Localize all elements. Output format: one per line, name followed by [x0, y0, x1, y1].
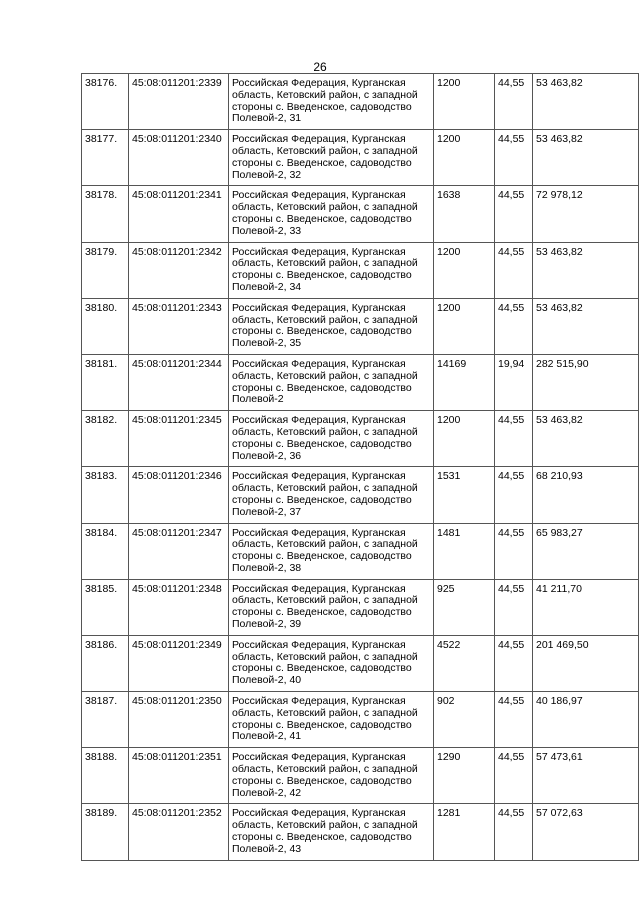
rate: 44,55 — [495, 635, 533, 691]
address: Российская Федерация, Курганская область, Кетовский район, с западной стороны с. Введенское, садоводство Полевой-2, 41 — [229, 692, 434, 748]
land-plots-table — [81, 73, 639, 861]
cadastral-number: 45:08:011201:2344 — [129, 354, 229, 410]
table-row — [82, 467, 639, 523]
cadastral-value: 53 463,82 — [533, 298, 639, 354]
cadastral-number: 45:08:011201:2340 — [129, 130, 229, 186]
row-number: 38185. — [82, 579, 129, 635]
row-number: 38187. — [82, 692, 129, 748]
table-row — [82, 692, 639, 748]
table-row — [82, 130, 639, 186]
address: Российская Федерация, Курганская область, Кетовский район, с западной стороны с. Введенское, садоводство Полевой-2, 31 — [229, 74, 434, 130]
row-number: 38180. — [82, 298, 129, 354]
row-number: 38178. — [82, 186, 129, 242]
area: 1200 — [434, 74, 495, 130]
rate: 44,55 — [495, 804, 533, 860]
area: 1200 — [434, 411, 495, 467]
area: 1481 — [434, 523, 495, 579]
address: Российская Федерация, Курганская область, Кетовский район, с западной стороны с. Введенское, садоводство Полевой-2, 34 — [229, 242, 434, 298]
table-row — [82, 579, 639, 635]
row-number: 38179. — [82, 242, 129, 298]
cadastral-number: 45:08:011201:2349 — [129, 635, 229, 691]
row-number: 38181. — [82, 354, 129, 410]
address: Российская Федерация, Курганская область, Кетовский район, с западной стороны с. Введенское, садоводство Полевой-2, 33 — [229, 186, 434, 242]
cadastral-value: 65 983,27 — [533, 523, 639, 579]
row-number: 38176. — [82, 74, 129, 130]
area: 902 — [434, 692, 495, 748]
cadastral-value: 53 463,82 — [533, 74, 639, 130]
address: Российская Федерация, Курганская область, Кетовский район, с западной стороны с. Введенское, садоводство Полевой-2, 39 — [229, 579, 434, 635]
rate: 44,55 — [495, 186, 533, 242]
table-body — [82, 74, 639, 861]
address: Российская Федерация, Курганская область, Кетовский район, с западной стороны с. Введенское, садоводство Полевой-2, 32 — [229, 130, 434, 186]
table-row — [82, 354, 639, 410]
table-row — [82, 411, 639, 467]
area: 925 — [434, 579, 495, 635]
cadastral-number: 45:08:011201:2339 — [129, 74, 229, 130]
cadastral-number: 45:08:011201:2346 — [129, 467, 229, 523]
cadastral-value: 53 463,82 — [533, 411, 639, 467]
address: Российская Федерация, Курганская область, Кетовский район, с западной стороны с. Введенское, садоводство Полевой-2, 36 — [229, 411, 434, 467]
row-number: 38189. — [82, 804, 129, 860]
row-number: 38182. — [82, 411, 129, 467]
rate: 44,55 — [495, 579, 533, 635]
address: Российская Федерация, Курганская область, Кетовский район, с западной стороны с. Введенское, садоводство Полевой-2, 40 — [229, 635, 434, 691]
area: 1200 — [434, 242, 495, 298]
row-number: 38188. — [82, 748, 129, 804]
rate: 44,55 — [495, 467, 533, 523]
rate: 44,55 — [495, 130, 533, 186]
cadastral-value: 40 186,97 — [533, 692, 639, 748]
table-row — [82, 298, 639, 354]
area: 1290 — [434, 748, 495, 804]
address: Российская Федерация, Курганская область, Кетовский район, с западной стороны с. Введенское, садоводство Полевой-2, 42 — [229, 748, 434, 804]
cadastral-value: 282 515,90 — [533, 354, 639, 410]
row-number: 38177. — [82, 130, 129, 186]
area: 1638 — [434, 186, 495, 242]
rate: 44,55 — [495, 411, 533, 467]
cadastral-number: 45:08:011201:2341 — [129, 186, 229, 242]
cadastral-number: 45:08:011201:2352 — [129, 804, 229, 860]
table-row — [82, 523, 639, 579]
table-row — [82, 186, 639, 242]
table-row — [82, 74, 639, 130]
area: 1200 — [434, 298, 495, 354]
area: 1531 — [434, 467, 495, 523]
cadastral-value: 41 211,70 — [533, 579, 639, 635]
address: Российская Федерация, Курганская область, Кетовский район, с западной стороны с. Введенское, садоводство Полевой-2, 37 — [229, 467, 434, 523]
rate: 44,55 — [495, 692, 533, 748]
cadastral-value: 201 469,50 — [533, 635, 639, 691]
row-number: 38184. — [82, 523, 129, 579]
area: 1200 — [434, 130, 495, 186]
area: 1281 — [434, 804, 495, 860]
cadastral-number: 45:08:011201:2347 — [129, 523, 229, 579]
cadastral-value: 53 463,82 — [533, 130, 639, 186]
page-number: 26 — [313, 60, 327, 74]
table-row — [82, 635, 639, 691]
rate: 44,55 — [495, 523, 533, 579]
row-number: 38183. — [82, 467, 129, 523]
rate: 44,55 — [495, 74, 533, 130]
cadastral-number: 45:08:011201:2350 — [129, 692, 229, 748]
row-number: 38186. — [82, 635, 129, 691]
address: Российская Федерация, Курганская область, Кетовский район, с западной стороны с. Введенское, садоводство Полевой-2, 38 — [229, 523, 434, 579]
cadastral-value: 57 473,61 — [533, 748, 639, 804]
table-row — [82, 748, 639, 804]
cadastral-number: 45:08:011201:2342 — [129, 242, 229, 298]
cadastral-number: 45:08:011201:2351 — [129, 748, 229, 804]
cadastral-value: 68 210,93 — [533, 467, 639, 523]
cadastral-value: 57 072,63 — [533, 804, 639, 860]
rate: 44,55 — [495, 242, 533, 298]
rate: 44,55 — [495, 298, 533, 354]
rate: 19,94 — [495, 354, 533, 410]
cadastral-number: 45:08:011201:2343 — [129, 298, 229, 354]
cadastral-value: 72 978,12 — [533, 186, 639, 242]
cadastral-number: 45:08:011201:2345 — [129, 411, 229, 467]
rate: 44,55 — [495, 748, 533, 804]
area: 4522 — [434, 635, 495, 691]
cadastral-value: 53 463,82 — [533, 242, 639, 298]
table-row — [82, 242, 639, 298]
address: Российская Федерация, Курганская область, Кетовский район, с западной стороны с. Введенское, садоводство Полевой-2, 35 — [229, 298, 434, 354]
address: Российская Федерация, Курганская область, Кетовский район, с западной стороны с. Введенское, садоводство Полевой-2, 43 — [229, 804, 434, 860]
table-row — [82, 804, 639, 860]
address: Российская Федерация, Курганская область, Кетовский район, с западной стороны с. Введенское, садоводство Полевой-2 — [229, 354, 434, 410]
cadastral-number: 45:08:011201:2348 — [129, 579, 229, 635]
area: 14169 — [434, 354, 495, 410]
